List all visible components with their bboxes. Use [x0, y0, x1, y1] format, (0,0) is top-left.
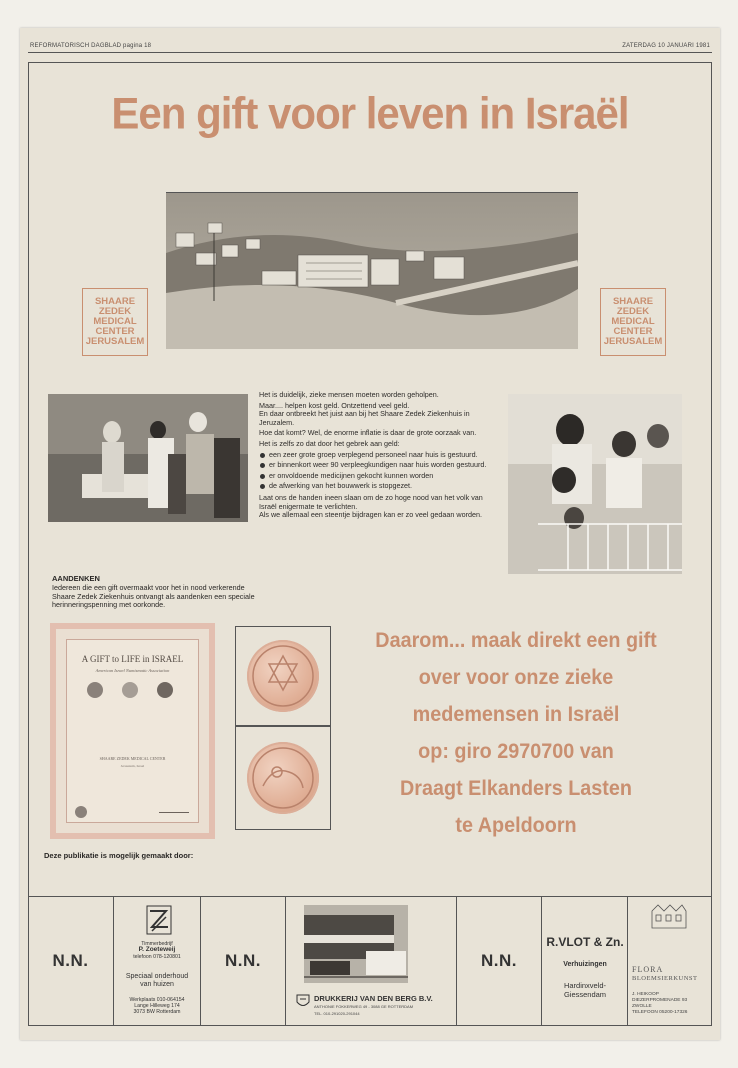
zoeteweij-name: P. Zoeteweij: [138, 946, 176, 953]
list-item: er onvoldoende medicijnen gekocht kunnen worden: [259, 472, 494, 481]
hospital-photo: [166, 192, 578, 349]
carpenter-logo-icon: [146, 905, 172, 935]
list-item: een zeer grote groep verplegend personeel naar huis is gestuurd.: [259, 451, 494, 460]
body-paragraph: Als we allemaal een steentje bijdragen kan er zo veel gedaan worden.: [259, 510, 482, 520]
logo-line: MEDICAL: [93, 316, 137, 327]
sponsor-nn-3: [457, 897, 542, 1025]
ward-photo-left: [48, 394, 248, 522]
body-paragraph: Het is zelfs zo dat door het gebrek aan geld:: [259, 438, 400, 448]
appeal-line: over voor onze zieke: [418, 665, 614, 689]
logo-line: SHAARE: [612, 296, 654, 307]
certificate-image: [50, 623, 215, 839]
logo-line: JERUSALEM: [85, 336, 145, 347]
zoeteweij-phone: telefoon 078-120801: [133, 954, 181, 960]
flora-phone: TELEFOON 05200-17326: [632, 1010, 688, 1015]
appeal-line: medemensen in Israël: [412, 702, 620, 726]
sponsor-strip: [28, 896, 712, 1024]
appeal-line: Daarom... maak direkt een gift: [375, 628, 657, 652]
logo-line: ZEDEK: [616, 306, 650, 317]
appeal-line: Draagt Elkanders Lasten: [400, 776, 632, 800]
appeal-line: op: giro 2970700 van: [418, 739, 614, 763]
certificate-seal-icon: [75, 806, 87, 818]
zoeteweij-address: 3073 BW Rotterdam: [133, 1009, 181, 1015]
sponsor-nn-1: [28, 897, 114, 1025]
list-item: er binnenkort weer 90 verpleegkundigen naar huis worden gestuurd.: [259, 461, 494, 470]
flora-address: DIEZERPROMENADE 93: [632, 998, 688, 1003]
logo-line: SHAARE: [94, 296, 136, 307]
certificate-inner: [66, 639, 199, 823]
certificate-location: Jerusalem, Israel: [120, 764, 145, 768]
logo-line: JERUSALEM: [603, 336, 663, 347]
vlot-location: Hardinxveld-: [563, 981, 607, 990]
body-paragraph: Hoe dat komt? Wel, de enorme inflatie is daar de grote oorzaak van.: [259, 428, 477, 438]
logo-line: ZEDEK: [98, 306, 132, 317]
sponsor-flora: [628, 897, 712, 1025]
donation-appeal: [338, 622, 694, 844]
flora-address: J. HEIKOOP: [632, 992, 659, 997]
shaare-zedek-logo-left: [82, 288, 148, 356]
drukkerij-phone: TEL. 010-291020-291044: [314, 1011, 360, 1016]
newspaper-name: REFORMATORISCH DAGBLAD pagina 18: [30, 43, 152, 49]
drukkerij-address: ANTHONIE FOKKERWEG 49 - 3088 GE ROTTERDAM: [314, 1004, 414, 1009]
sponsor-vlot: [542, 897, 628, 1025]
zoeteweij-address: Werkplaats 010-064154: [129, 997, 185, 1003]
flora-address: ZWOLLE: [632, 1004, 652, 1009]
body-paragraph: Het is duidelijk, zieke mensen moeten worden geholpen.: [259, 390, 439, 399]
newspaper-date: ZATERDAG 10 JANUARI 1981: [622, 43, 710, 49]
vlot-service: Verhuizingen: [563, 961, 607, 968]
list-item: de afwerking van het bouwwerk is stopgezet.: [259, 482, 494, 491]
sponsor-credit: Deze publikatie is mogelijk gemaakt door:: [44, 851, 194, 860]
certificate-coin-icon: [87, 682, 103, 698]
appeal-line: te Apeldoorn: [455, 813, 577, 837]
problem-list: [259, 451, 494, 491]
zoeteweij-address: Lange Hilleweg 174: [134, 1003, 180, 1009]
vlot-name: R.VLOT & Zn.: [546, 935, 624, 949]
drukkerij-name: DRUKKERIJ VAN DEN BERG B.V.: [314, 994, 433, 1003]
drukkerij-logo-icon: [296, 993, 310, 1009]
appeal-body-text: [259, 391, 494, 522]
sponsor-drukkerij: [286, 897, 457, 1025]
certificate-coin-icon: [157, 682, 173, 698]
vlot-location: Giessendam: [563, 990, 607, 999]
zoeteweij-type: Timmerbedrijf: [141, 941, 173, 947]
aandenken-text: Iedereen die een gift overmaakt voor het in nood verkerende Shaare Zedek Ziekenhuis ontvangt als aandenken een speciale herinneringspenning met oorkonde.: [52, 583, 255, 610]
medal-back-box: [235, 726, 331, 830]
sponsor-anonymous: N.N.: [481, 951, 517, 970]
logo-line: CENTER: [613, 326, 653, 337]
sponsor-nn-2: [201, 897, 286, 1025]
page-title: Een gift voor leven in Israël: [111, 88, 629, 139]
certificate-coin-icon: [122, 682, 138, 698]
ward-photo-right: [508, 394, 682, 574]
flora-name: FLORA: [632, 965, 664, 974]
lion-medal-icon: [247, 742, 319, 814]
certificate-subtitle: American Israel Numismatic Association: [95, 668, 170, 673]
flora-type: BLOEMSIERKUNST: [632, 975, 698, 982]
body-paragraph: En daar ontbreekt het juist aan bij het Shaare Zedek Ziekenhuis in Jeruzalem.: [259, 409, 470, 427]
flora-building-icon: [650, 903, 688, 929]
logo-line: CENTER: [95, 326, 135, 337]
sponsor-anonymous: N.N.: [225, 951, 261, 970]
sponsor-anonymous: N.N.: [52, 951, 89, 970]
sponsor-zoeteweij: [114, 897, 201, 1025]
zoeteweij-specialty: Speciaal onderhoud: [125, 973, 189, 980]
logo-line: MEDICAL: [611, 316, 655, 327]
star-of-david-medal-icon: [247, 640, 319, 712]
zoeteweij-specialty: van huizen: [140, 981, 174, 988]
newspaper-page: [20, 28, 720, 1040]
signature-line: [159, 812, 189, 813]
certificate-title: A GIFT to LIFE in ISRAEL: [81, 654, 184, 664]
aandenken-heading: AANDENKEN: [52, 574, 100, 583]
header-rule: [28, 52, 712, 53]
printing-house-photo: [304, 905, 408, 983]
shaare-zedek-logo-right: [600, 288, 666, 356]
body-paragraph: Maar.... helpen kost geld. Ontzettend veel geld.: [259, 400, 410, 410]
medal-front-box: [235, 626, 331, 726]
body-paragraph: Laat ons de handen ineen slaan om de zo hoge nood van het volk van Israël enigermate te verlichten.: [259, 492, 483, 511]
certificate-hospital: SHAARE ZEDEK MEDICAL CENTER: [99, 756, 166, 761]
